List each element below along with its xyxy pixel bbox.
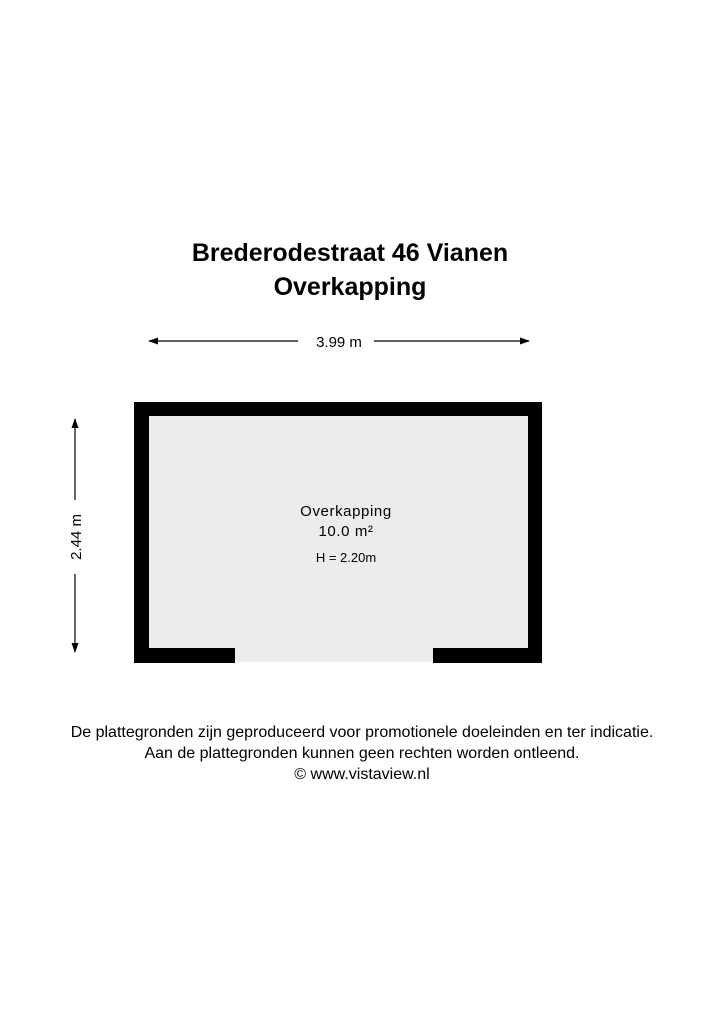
copyright-notice: © www.vistaview.nl: [294, 766, 430, 783]
room-height: H = 2.20m: [315, 550, 377, 565]
page-title: Brederodestraat 46 Vianen: [191, 239, 509, 267]
room-area: 10.0 m²: [318, 523, 374, 540]
wall-top: [134, 402, 542, 416]
disclaimer-line-1: De plattegronden zijn geproduceerd voor promotionele doeleinden en ter indicatie.: [70, 724, 654, 741]
wall-bottom-left: [134, 648, 235, 663]
room-name: Overkapping: [300, 503, 392, 520]
disclaimer-line-2: Aan de plattegronden kunnen geen rechten worden ontleend.: [144, 745, 580, 762]
floor-title: Overkapping: [273, 273, 427, 301]
wall-bottom-right: [433, 648, 542, 663]
width-dimension-label: 3.99 m: [316, 334, 362, 351]
depth-dimension: [68, 419, 85, 652]
wall-right: [528, 402, 542, 663]
depth-dimension-label: 2.44 m: [68, 514, 85, 560]
wall-left: [134, 402, 149, 663]
width-dimension: [149, 334, 529, 351]
